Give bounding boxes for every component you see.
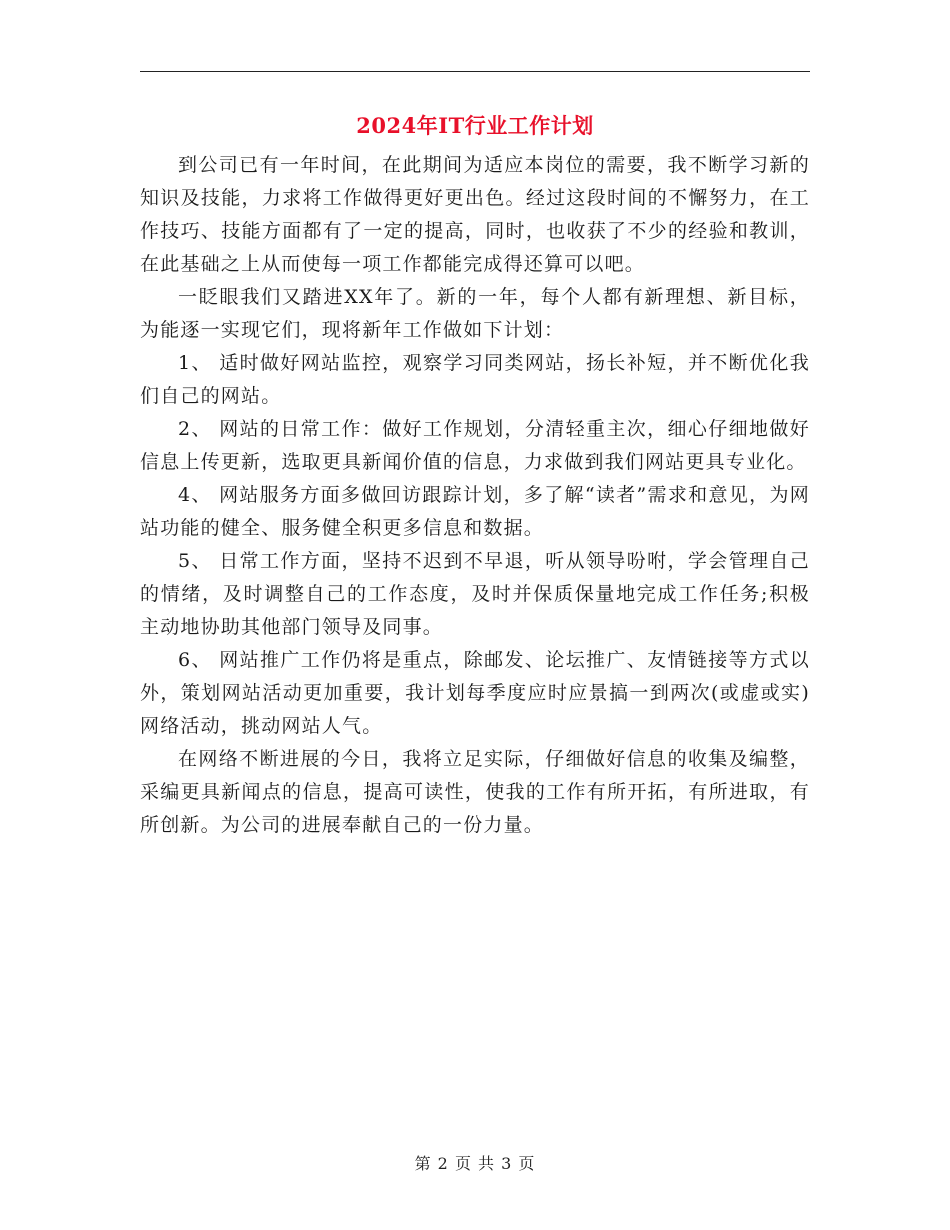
- paragraph-item-2: 2、 网站的日常工作：做好工作规划，分清轻重主次，细心仔细地做好信息上传更新，选取更具新闻价值的信息，力求做到我们网站更具专业化。: [140, 418, 810, 473]
- paragraph-item-1: 1、 适时做好网站监控，观察学习同类网站，扬长补短，并不断优化我们自己的网站。: [140, 352, 810, 407]
- paragraph-new-year: 一眨眼我们又踏进XX年了。新的一年，每个人都有新理想、新目标，为能逐一实现它们，现将新年工作做如下计划：: [140, 286, 810, 341]
- document-body: [140, 149, 810, 842]
- page-number-footer: 第 2 页 共 3 页: [414, 1154, 536, 1173]
- header-rule: [140, 71, 810, 72]
- paragraph-item-6: 6、 网站推广工作仍将是重点，除邮发、论坛推广、友情链接等方式以外，策划网站活动更加重要，我计划每季度应时应景搞一到两次(或虚或实)网络活动，挑动网站人气。: [140, 649, 810, 737]
- paragraph-intro: 到公司已有一年时间，在此期间为适应本岗位的需要，我不断学习新的知识及技能，力求将工作做得更好更出色。经过这段时间的不懈努力，在工作技巧、技能方面都有了一定的提高，同时，也收获了不少的经验和教训，在此基础之上从而使每一项工作都能完成得还算可以吧。: [140, 154, 810, 275]
- paragraph-item-4: 4、 网站服务方面多做回访跟踪计划，多了解“读者”需求和意见，为网站功能的健全、服务健全积更多信息和数据。: [140, 484, 810, 539]
- paragraph-conclusion: 在网络不断进展的今日，我将立足实际，仔细做好信息的收集及编整，采编更具新闻点的信息，提高可读性，使我的工作有所开拓，有所进取，有所创新。为公司的进展奉献自己的一份力量。: [140, 748, 810, 836]
- paragraph-item-5: 5、 日常工作方面，坚持不迟到不早退，听从领导吩咐，学会管理自己的情绪，及时调整自己的工作态度，及时并保质保量地完成工作任务;积极主动地协助其他部门领导及同事。: [140, 550, 810, 638]
- document-title: 2024年IT行业工作计划: [356, 113, 594, 138]
